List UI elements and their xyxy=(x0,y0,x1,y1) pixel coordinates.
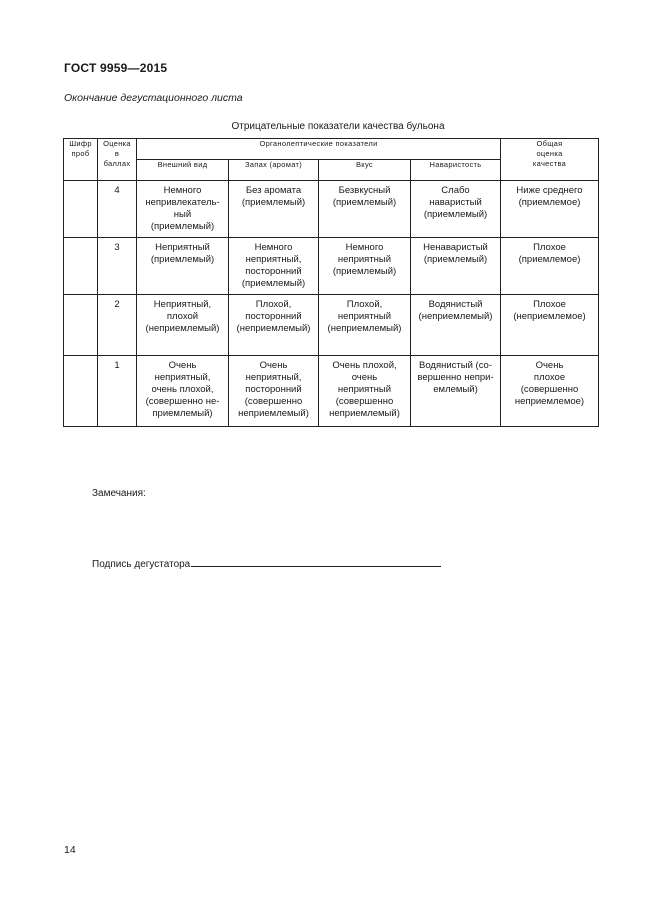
table-row xyxy=(64,295,599,356)
signature-label: Подпись дегустатора xyxy=(92,559,191,570)
appearance-cell: Неприятный, плохой (неприемлемый) xyxy=(137,295,229,356)
score-cell: 1 xyxy=(98,356,137,427)
richness-cell: Водянистый (со- вершенно непри- емлемый) xyxy=(411,356,501,427)
appearance-cell: Неприятный (приемлемый) xyxy=(137,238,229,295)
col-header-score: Оценка в баллах xyxy=(98,139,137,181)
col-header-appearance: Внешний вид xyxy=(137,160,229,181)
taste-cell: Очень плохой, очень неприятный (совершенно неприемлемый) xyxy=(319,356,411,427)
appearance-cell: Очень неприятный, очень плохой, (совершенно не- приемлемый) xyxy=(137,356,229,427)
col-header-taste: Вкус xyxy=(319,160,411,181)
smell-cell: Немного неприятный, посторонний (приемлемый) xyxy=(229,238,319,295)
sample-cell[interactable] xyxy=(64,238,98,295)
sample-cell[interactable] xyxy=(64,295,98,356)
taste-cell: Плохой, неприятный (неприемлемый) xyxy=(319,295,411,356)
signature-row xyxy=(92,556,441,570)
richness-cell: Водянистый (неприемлемый) xyxy=(411,295,501,356)
smell-cell: Без аромата (приемлемый) xyxy=(229,181,319,238)
sample-cell[interactable] xyxy=(64,181,98,238)
table-row xyxy=(64,181,599,238)
section-subtitle: Окончание дегустационного листа xyxy=(64,92,243,104)
smell-cell: Плохой, посторонний (неприемлемый) xyxy=(229,295,319,356)
score-cell: 2 xyxy=(98,295,137,356)
overall-cell: Очень плохое (совершенно неприемлемое) xyxy=(501,356,599,427)
score-cell: 3 xyxy=(98,238,137,295)
col-header-organoleptic: Органолептические показатели xyxy=(137,139,501,160)
overall-cell: Ниже среднего (приемлемое) xyxy=(501,181,599,238)
signature-line[interactable] xyxy=(191,556,441,567)
richness-cell: Ненаваристый (приемлемый) xyxy=(411,238,501,295)
sample-cell[interactable] xyxy=(64,356,98,427)
page-number: 14 xyxy=(64,844,76,856)
col-header-smell: Запах (аромат) xyxy=(229,160,319,181)
col-header-overall: Общая оценка качества xyxy=(501,139,599,181)
richness-cell: Слабо наваристый (приемлемый) xyxy=(411,181,501,238)
tasting-table xyxy=(63,138,599,427)
score-cell: 4 xyxy=(98,181,137,238)
col-header-sample: Шифр проб xyxy=(64,139,98,181)
appearance-cell: Немного непривлекатель- ный (приемлемый) xyxy=(137,181,229,238)
taste-cell: Безвкусный (приемлемый) xyxy=(319,181,411,238)
table-row xyxy=(64,356,599,427)
overall-cell: Плохое (приемлемое) xyxy=(501,238,599,295)
col-header-richness: Наваристость xyxy=(411,160,501,181)
smell-cell: Очень неприятный, посторонний (совершенно неприемлемый) xyxy=(229,356,319,427)
table-title: Отрицательные показатели качества бульона xyxy=(231,121,445,132)
taste-cell: Немного неприятный (приемлемый) xyxy=(319,238,411,295)
overall-cell: Плохое (неприемлемое) xyxy=(501,295,599,356)
document-header: ГОСТ 9959—2015 xyxy=(64,61,168,75)
remarks-label: Замечания: xyxy=(92,488,146,499)
table-row xyxy=(64,238,599,295)
